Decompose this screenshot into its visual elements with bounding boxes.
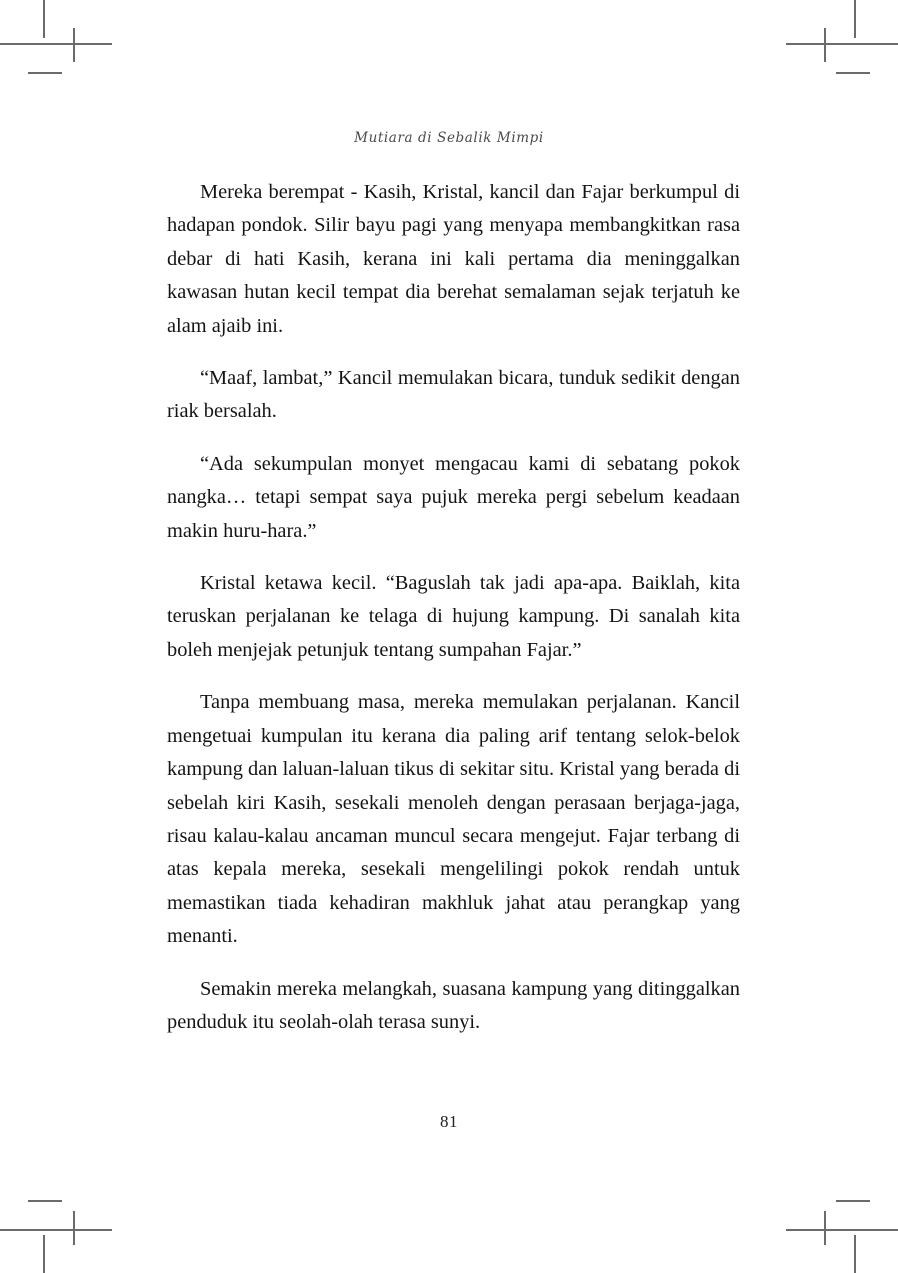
paragraph: “Maaf, lambat,” Kancil memulakan bicara, tunduk sedikit dengan riak bersalah. bbox=[167, 367, 740, 423]
crop-mark-bottom-left-horizontal bbox=[0, 1229, 112, 1231]
trim-mark-top-right-vertical bbox=[824, 28, 826, 62]
crop-mark-bottom-right-horizontal bbox=[786, 1229, 898, 1231]
paragraph: Mereka berempat - Kasih, Kristal, kancil dan Fajar berkumpul di hadapan pondok. Silir bayu pagi yang menyapa membangkitkan rasa debar di hati Kasih, kerana ini kali pertama dia meninggalkan kawasan hutan kecil tempat dia berehat semalaman sejak terjatuh ke alam ajaib ini. bbox=[167, 181, 740, 337]
page-number: 81 bbox=[440, 1112, 458, 1131]
trim-mark-bottom-right-vertical bbox=[824, 1211, 826, 1245]
trim-mark-top-left-vertical bbox=[73, 28, 75, 62]
paragraph: Semakin mereka melangkah, suasana kampung yang ditinggalkan penduduk itu seolah-olah terasa sunyi. bbox=[167, 977, 740, 1033]
paragraph: Kristal ketawa kecil. “Baguslah tak jadi apa-apa. Baiklah, kita teruskan perjalanan ke telaga di hujung kampung. Di sanalah kita boleh menjejak petunjuk tentang sumpahan Fajar.” bbox=[167, 572, 740, 661]
trim-mark-bottom-right-horizontal bbox=[836, 1200, 870, 1202]
trim-mark-top-left-horizontal bbox=[28, 72, 62, 74]
paragraph: “Ada sekumpulan monyet mengacau kami di sebatang pokok nangka… tetapi sempat saya pujuk mereka pergi sebelum keadaan makin huru-hara.” bbox=[167, 452, 740, 542]
running-head: Mutiara di Sebalik Mimpi bbox=[354, 130, 544, 146]
trim-mark-bottom-left-horizontal bbox=[28, 1200, 62, 1202]
crop-mark-top-right-vertical bbox=[854, 0, 856, 38]
crop-mark-bottom-right-vertical bbox=[854, 1235, 856, 1273]
paragraph: Tanpa membuang masa, mereka memulakan perjalanan. Kancil mengetuai kumpulan itu kerana dia paling arif tentang selok-belok kampung dan laluan-laluan tikus di sekitar situ. Kristal yang berada di sebelah kiri Kasih, sesekali menoleh dengan perasaan berjaga-jaga, risau kalau-kalau ancaman muncul secara mengejut. Fajar terbang di atas kepala mereka, sesekali mengelilingi pokok rendah untuk memastikan tiada kehadiran makhluk jahat atau perangkap yang menanti. bbox=[167, 691, 740, 948]
crop-mark-top-left-vertical bbox=[43, 0, 45, 38]
trim-mark-bottom-left-vertical bbox=[73, 1211, 75, 1245]
trim-mark-top-right-horizontal bbox=[836, 72, 870, 74]
crop-mark-top-left-horizontal bbox=[0, 43, 112, 45]
body-text-block bbox=[167, 176, 740, 1039]
crop-mark-bottom-left-vertical bbox=[43, 1235, 45, 1273]
crop-mark-top-right-horizontal bbox=[786, 43, 898, 45]
